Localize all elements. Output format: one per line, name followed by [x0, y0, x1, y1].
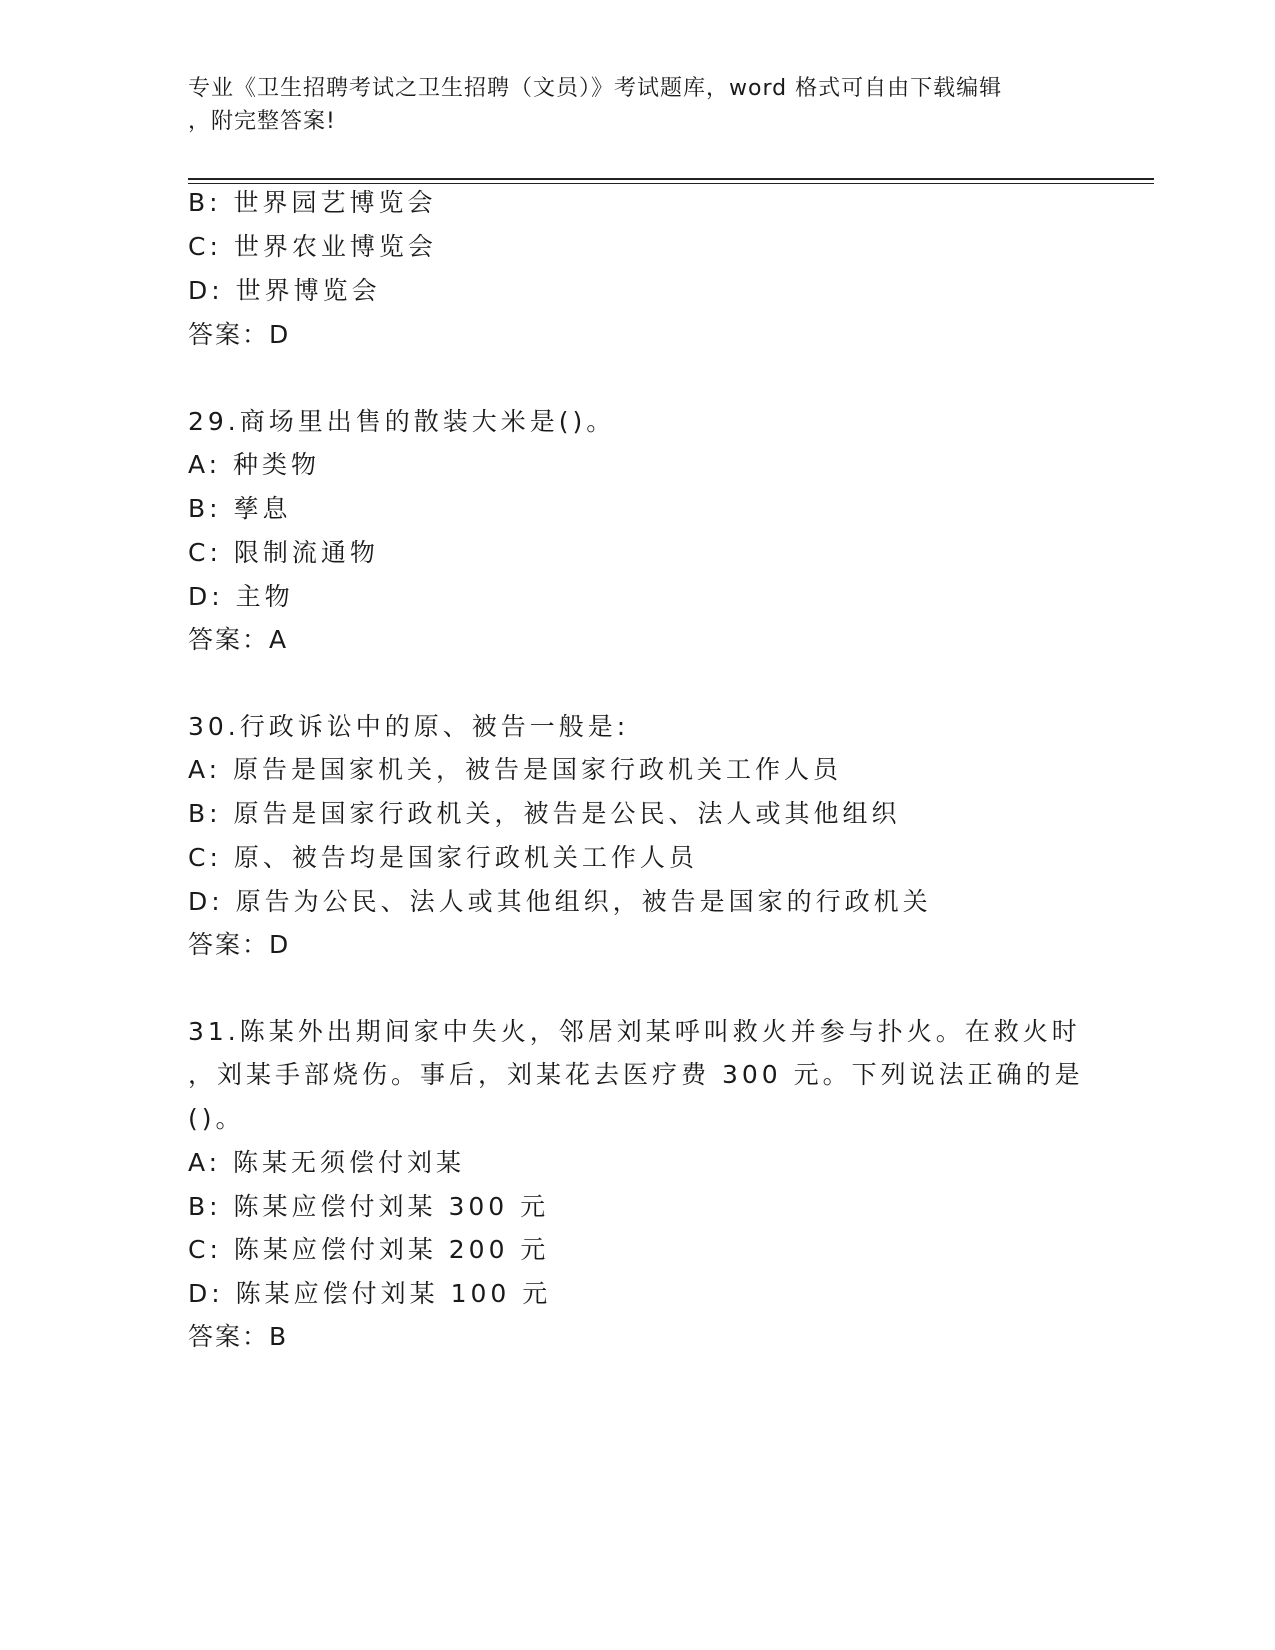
q31-stem-line-3: ()。 [188, 1104, 245, 1133]
q31-option-a: A: 陈某无须偿付刘某 [188, 1148, 466, 1177]
q29-option-d: D: 主物 [188, 582, 294, 611]
prev-answer: 答案：D [188, 320, 291, 349]
q29-option-c: C: 限制流通物 [188, 538, 379, 567]
q29-option-a: A: 种类物 [188, 450, 321, 479]
header-divider-thin [188, 183, 1154, 184]
q30-option-c: C: 原、被告均是国家行政机关工作人员 [188, 843, 698, 872]
header-line-2: ，附完整答案! [188, 109, 336, 134]
q30-stem: 30.行政诉讼中的原、被告一般是: [188, 712, 630, 741]
q30-answer: 答案：D [188, 930, 291, 959]
q29-answer: 答案：A [188, 625, 289, 654]
q31-option-d: D: 陈某应偿付刘某 100 元 [188, 1279, 552, 1308]
q30-option-a: A: 原告是国家机关，被告是国家行政机关工作人员 [188, 755, 843, 784]
q31-option-c: C: 陈某应偿付刘某 200 元 [188, 1235, 550, 1264]
prev-option-c: C: 世界农业博览会 [188, 232, 437, 261]
q30-option-d: D: 原告为公民、法人或其他组织，被告是国家的行政机关 [188, 887, 932, 916]
document-header [188, 72, 1088, 138]
q31-stem-line-2: ，刘某手部烧伤。事后，刘某花去医疗费 300 元。下列说法正确的是 [188, 1060, 1084, 1089]
q29-option-b: B: 孳息 [188, 494, 292, 523]
q29-stem: 29.商场里出售的散装大米是()。 [188, 407, 616, 436]
header-divider-thick [188, 178, 1154, 180]
q31-stem-line-1: 31.陈某外出期间家中失火，邻居刘某呼叫救火并参与扑火。在救火时 [188, 1017, 1081, 1046]
q31-option-b: B: 陈某应偿付刘某 300 元 [188, 1192, 550, 1221]
prev-option-d: D: 世界博览会 [188, 276, 381, 305]
q31-answer: 答案：B [188, 1322, 289, 1351]
prev-option-b: B: 世界园艺博览会 [188, 188, 437, 217]
q30-option-b: B: 原告是国家行政机关，被告是公民、法人或其他组织 [188, 799, 901, 828]
header-line-1: 专业《卫生招聘考试之卫生招聘（文员）》考试题库，word 格式可自由下载编辑 [188, 76, 1003, 101]
